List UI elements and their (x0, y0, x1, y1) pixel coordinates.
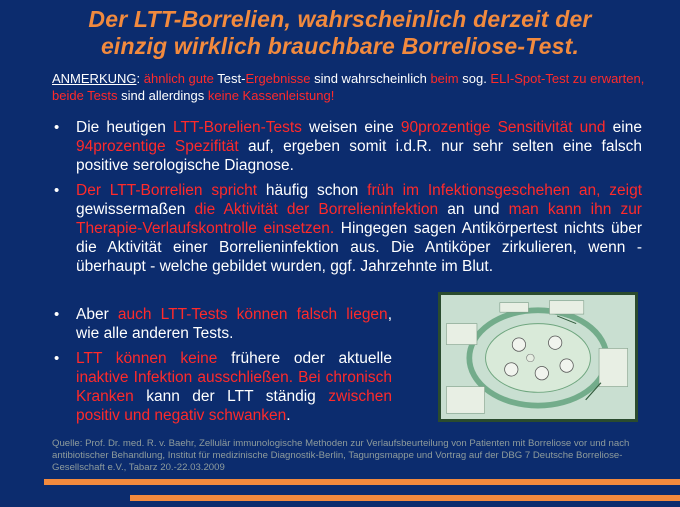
bullet4-text-a: LTT können keine (76, 350, 218, 367)
bullet2-text-c: früh im Infektionsgeschehen an, zeigt (367, 182, 643, 199)
bullet4-text-b: frühere oder aktuelle (217, 350, 392, 367)
bullet1-text-g: auf, ergeben somit i.d.R. nur sehr selten eine falsch positive serologische Diagnose. (76, 138, 643, 174)
cell-cycle-diagram-photo (438, 292, 638, 422)
bullet-dot-icon: • (54, 119, 60, 136)
bullet3-text-a: Aber (76, 306, 118, 323)
note-text-7: ELI-Spot-Test zu erwarten, beide Tests (52, 71, 645, 103)
bullet1-text-f: 94prozentige Spezifität (76, 138, 239, 155)
bullet2-text-a: Der LTT-Borrelien spricht (76, 182, 258, 199)
note-text-2: Test- (213, 71, 246, 86)
source-citation: Quelle: Prof. Dr. med. R. v. Baehr, Zellulär immunologische Methoden zur Verlaufsbeurteilung von Patienten mit Borreliose vor und nach antibiotischer Behandlung, Institut für medizinische Diagnostik-Berlin, Tagungsmappe und Vortrag auf der DBG 7 Deutsche Borreliose-Gesellschaft e.V., Tabarz 20.-22.03.2009 (52, 438, 630, 473)
cell-cycle-diagram-graphic (441, 295, 635, 419)
decorative-bar-top (44, 479, 680, 485)
bullet2-text-f: an und (438, 201, 509, 218)
bullet2-text-e: die Aktivität der Borrelieninfektion (194, 201, 439, 218)
note-paragraph (52, 70, 648, 104)
bullet-item-limitations (52, 349, 392, 425)
bullet2-text-d: gewissermaßen (76, 201, 195, 218)
bullet-list-top (52, 118, 642, 282)
note-text-5: beim (430, 71, 459, 86)
bullet4-text-c: inaktive Infektion ausschließen. Bei chronisch Kranken (76, 369, 392, 405)
bullet-list-bottom (52, 305, 392, 431)
bullet1-text-a: Die heutigen (76, 119, 173, 136)
bullet4-text-e: zwischen positiv und negativ schwanken (76, 388, 392, 424)
bullet1-text-c: weisen eine (301, 119, 401, 136)
note-text-3: Ergebnisse (245, 71, 311, 86)
decorative-bar-bottom (130, 495, 680, 501)
slide-title (0, 6, 680, 60)
bullet3-text-b: auch LTT-Tests können falsch liegen (117, 306, 388, 323)
bullet2-text-h: Hingegen sagen Antikörpertest nichts über die Aktivität einer Borrelieninfektion aus. Die Antiköper zirkulieren, wenn - überhaupt - welche gebildet wurden, ggf. Jahrzehnte im Blut. (76, 220, 642, 275)
note-text-8: sind allerdings (117, 88, 208, 103)
bullet2-text-g: man kann ihn zur Therapie-Verlaufskontrolle einsetzen. (76, 201, 642, 237)
bullet1-text-b: LTT-Borelien-Tests (172, 119, 302, 136)
title-line-2: einzig wirklich brauchbare Borreliose-Test. (100, 33, 580, 59)
bullet-item-activity (52, 181, 642, 276)
bullet-dot-icon: • (54, 182, 60, 199)
bullet-dot-icon: • (54, 306, 60, 323)
bullet1-text-e: eine (605, 119, 642, 136)
bullet-item-sensitivity (52, 118, 642, 175)
bullet-item-false-results (52, 305, 392, 343)
title-line-1: Der LTT-Borrelien, wahrscheinlich derzeit der (88, 6, 592, 32)
bullet2-text-b: häufig schon (257, 182, 368, 199)
note-text-9: keine Kassenleistung! (207, 88, 335, 103)
note-text-4: sind wahrscheinlich (310, 71, 431, 86)
bullet1-text-d: 90prozentige Sensitivität und (400, 119, 606, 136)
note-colon: : (136, 71, 144, 86)
bullet3-text-c: , wie alle anderen Tests. (76, 306, 392, 342)
note-text-1: ähnlich gute (143, 71, 214, 86)
bullet4-text-d: kann der LTT ständig (133, 388, 329, 405)
note-label: ANMERKUNG (52, 71, 137, 86)
note-text-6: sog. (458, 71, 491, 86)
bullet-dot-icon: • (54, 350, 60, 367)
bullet4-text-f: . (286, 407, 291, 424)
